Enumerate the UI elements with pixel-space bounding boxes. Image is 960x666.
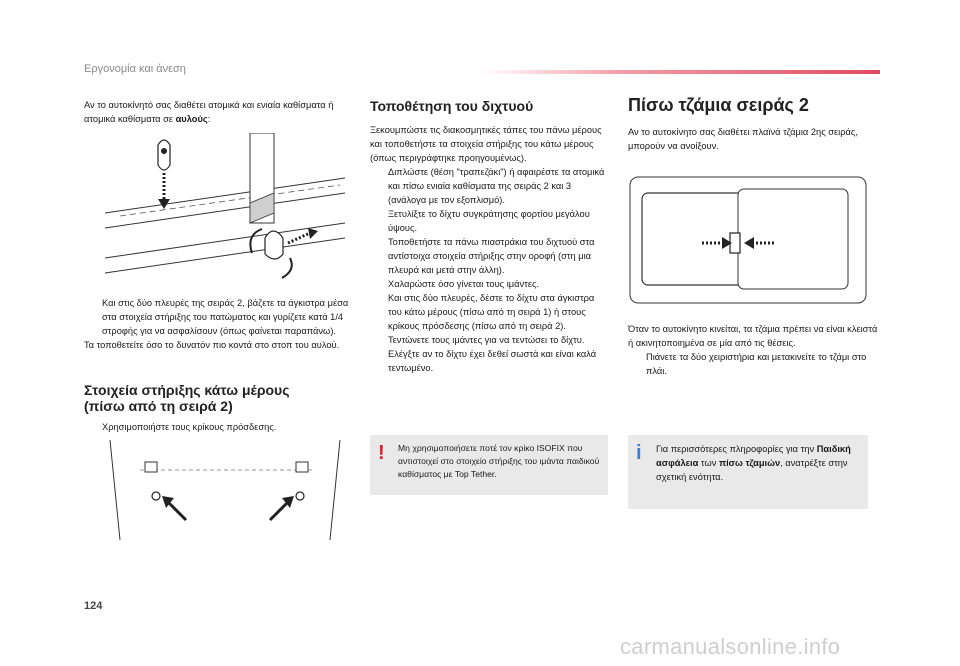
col1-bullet-1: Και στις δύο πλευρές της σειράς 2, βάζετε τα άγκιστρα μέσα στα στοιχεία στήριξης του πατώματος και γυρίζετε κατά 1/4 στροφής για να ασφαλίσουν (όπως φαίνεται παραπάνω). Τα τοποθετείτε όσο το δυνατόν πιο κοντά στο στοπ του αυλού.	[84, 296, 354, 352]
info-icon: i	[636, 442, 642, 464]
net-step-7: Ελέγξτε αν το δίχτυ έχει δεθεί σωστά και είναι καλά τεντωμένο.	[388, 349, 597, 373]
net-install-body: Ξεκουμπώστε τις διακοσμητικές τάπες του πάνω μέρους και τοποθετήστε τα στοιχεία στήριξης του κάτω μέρους (όπως περιγράφτηκε προηγουμένως). Διπλώστε (θέση "τραπεζάκι") ή αφαιρέστε τα ατομικά και πίσω ενιαία καθίσματα της σειράς 2 και 3 (ανάλογα με τον εξοπλισμό). Ξετυλίξτε το δίχτυ συγκράτησης φορτίου μεγάλου ύψους. Τοποθετήστε τα πάνω πιαστράκια του διχτυού στα αντίστοιχα στοιχεία στήριξης στην οροφή (στη μια πλευρά και μετά στην άλλη). Χαλαρώστε όσο γίνεται τους ιμάντες. Και στις δύο πλευρές, δέστε το δίχτυ στα άγκιστρα του κάτω μέρους (πίσω από τη σειρά 1) ή στους κρίκους πρόσδεσης (πίσω από τη σειρά 2). Τεντώνετε τους ιμάντες για να τεντώσει το δίχτυ. Ελέγξτε αν το δίχτυ έχει δεθεί σωστά και είναι καλά τεντωμένο.	[370, 123, 610, 375]
section-header: Εργονομία και άνεση	[84, 63, 186, 75]
page-number: 124	[84, 600, 103, 612]
net-step-6: Τεντώνετε τους ιμάντες για να τεντώσει το δίχτυ.	[388, 335, 585, 345]
info-note: i Για περισσότερες πληροφορίες για την Παιδική ασφάλεια των πίσω τζαμιών, ανατρέξτε στην σχετική ενότητα.	[628, 435, 868, 509]
net-step-4: Χαλαρώστε όσο γίνεται τους ιμάντες.	[388, 279, 540, 289]
lower-anchors-title: Στοιχεία στήριξης κάτω μέρους	[84, 382, 290, 398]
col1-after-text: Τα τοποθετείτε όσο το δυνατόν πιο κοντά στο στοπ του αυλού.	[84, 340, 340, 350]
window-step: Πιάνετε τα δύο χειριστήρια και μετακινείτε το τζάμι στο πλάι.	[646, 352, 867, 376]
net-step-2: Ξετυλίξτε το δίχτυ συγκράτησης φορτίου μεγάλου ύψους.	[388, 209, 590, 233]
floor-rings-illustration	[100, 440, 352, 546]
intro-text: Αν το αυτοκίνητό σας διαθέτει ατομικά και ενιαία καθίσματα ή ατομικά καθίσματα σε αυλούς:	[84, 100, 334, 124]
header-accent-bar	[480, 70, 880, 74]
net-install-title: Τοποθέτηση του διχτυού	[370, 98, 534, 114]
watermark: carmanualsonline.info	[620, 634, 841, 659]
net-step-1: Διπλώστε (θέση "τραπεζάκι") ή αφαιρέστε τα ατομικά και πίσω ενιαία καθίσματα της σειράς 2 και 3 (ανάλογα με τον εξοπλισμό).	[388, 167, 605, 205]
col1-bullet-2: Χρησιμοποιήστε τους κρίκους πρόσδεσης.	[102, 422, 277, 432]
net-step-3: Τοποθετήστε τα πάνω πιαστράκια του διχτυού στα αντίστοιχα στοιχεία στήριξης στην οροφή (στη μια πλευρά και μετά στην άλλη).	[388, 237, 595, 275]
rear-windows-body: Όταν το αυτοκίνητο κινείται, τα τζάμια πρέπει να είναι κλειστά ή ακινητοποιημένα σε μία από τις θέσεις. Πιάνετε τα δύο χειριστήρια και μετακινείτε το τζάμι στο πλάι.	[628, 324, 878, 376]
warning-icon: !	[378, 442, 385, 464]
net-step-5: Και στις δύο πλευρές, δέστε το δίχτυ στα άγκιστρα του κάτω μέρους (πίσω από τη σειρά 1) ή στους κρίκους πρόσδεσης (πίσω από τη σειρά 2).	[388, 293, 595, 331]
lower-anchors-subtitle: (πίσω από τη σειρά 2)	[84, 398, 233, 414]
rail-anchor-illustration	[100, 133, 350, 283]
warning-note: ! Μη χρησιμοποιήσετε ποτέ τον κρίκο ISOFIX που αντιστοιχεί στο στοιχείο στήριξης του ιμάντα παιδικού καθίσματος με Top Tether.	[370, 435, 608, 495]
rear-windows-title: Πίσω τζάμια σειράς 2	[628, 95, 809, 115]
rear-windows-intro: Αν το αυτοκίνητο σας διαθέτει πλαϊνά τζάμια 2ης σειράς, μπορούν να ανοίξουν.	[628, 127, 858, 151]
sliding-window-illustration	[628, 175, 868, 305]
